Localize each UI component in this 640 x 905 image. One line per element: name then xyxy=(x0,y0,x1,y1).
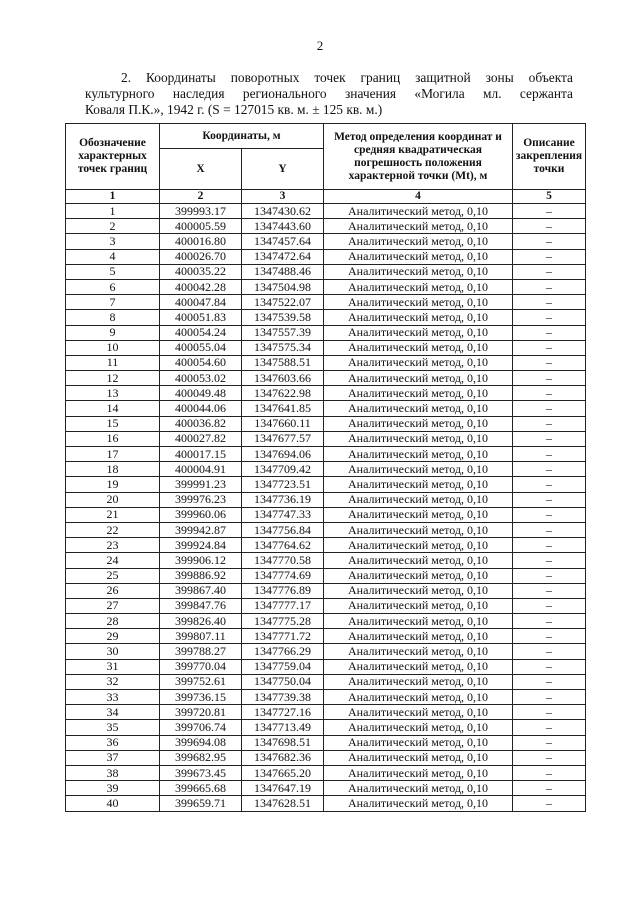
point-number-cell: 16 xyxy=(66,431,160,446)
x-coordinate-cell: 399867.40 xyxy=(160,583,242,598)
point-number-cell: 35 xyxy=(66,720,160,735)
description-cell: – xyxy=(513,219,586,234)
heading-line-3: Коваля П.К.», 1942 г. (S = 127015 кв. м. ± 125 кв. м.) xyxy=(85,102,383,117)
table-row xyxy=(66,477,586,492)
x-coordinate-cell: 399993.17 xyxy=(160,204,242,219)
method-cell: Аналитический метод, 0,10 xyxy=(324,781,513,796)
y-coordinate-cell: 1347647.19 xyxy=(242,781,324,796)
x-coordinate-cell: 399682.95 xyxy=(160,750,242,765)
table-row xyxy=(66,583,586,598)
column-number-row xyxy=(66,190,586,204)
x-coordinate-cell: 399659.71 xyxy=(160,796,242,811)
x-coordinate-cell: 400051.83 xyxy=(160,310,242,325)
y-coordinate-cell: 1347457.64 xyxy=(242,234,324,249)
method-cell: Аналитический метод, 0,10 xyxy=(324,598,513,613)
x-coordinate-cell: 399736.15 xyxy=(160,690,242,705)
point-number-cell: 11 xyxy=(66,355,160,370)
column-number: 2 xyxy=(160,190,242,204)
point-number-cell: 37 xyxy=(66,750,160,765)
table-row xyxy=(66,204,586,219)
method-cell: Аналитический метод, 0,10 xyxy=(324,371,513,386)
method-cell: Аналитический метод, 0,10 xyxy=(324,629,513,644)
column-number: 4 xyxy=(324,190,513,204)
point-number-cell: 8 xyxy=(66,310,160,325)
method-cell: Аналитический метод, 0,10 xyxy=(324,325,513,340)
method-cell: Аналитический метод, 0,10 xyxy=(324,462,513,477)
description-cell: – xyxy=(513,416,586,431)
y-coordinate-cell: 1347641.85 xyxy=(242,401,324,416)
description-cell: – xyxy=(513,796,586,811)
table-row xyxy=(66,279,586,294)
table-row xyxy=(66,371,586,386)
table-row xyxy=(66,507,586,522)
method-cell: Аналитический метод, 0,10 xyxy=(324,477,513,492)
method-cell: Аналитический метод, 0,10 xyxy=(324,522,513,537)
description-cell: – xyxy=(513,553,586,568)
point-number-cell: 36 xyxy=(66,735,160,750)
description-cell: – xyxy=(513,279,586,294)
column-number: 3 xyxy=(242,190,324,204)
description-cell: – xyxy=(513,431,586,446)
y-coordinate-cell: 1347522.07 xyxy=(242,295,324,310)
y-coordinate-cell: 1347677.57 xyxy=(242,431,324,446)
table-row xyxy=(66,690,586,705)
header-designation: Обозначение характерных точек границ xyxy=(66,124,160,190)
description-cell: – xyxy=(513,522,586,537)
point-number-cell: 31 xyxy=(66,659,160,674)
y-coordinate-cell: 1347504.98 xyxy=(242,279,324,294)
description-cell: – xyxy=(513,568,586,583)
description-cell: – xyxy=(513,750,586,765)
method-cell: Аналитический метод, 0,10 xyxy=(324,492,513,507)
method-cell: Аналитический метод, 0,10 xyxy=(324,249,513,264)
method-cell: Аналитический метод, 0,10 xyxy=(324,614,513,629)
table-row xyxy=(66,538,586,553)
point-number-cell: 39 xyxy=(66,781,160,796)
method-cell: Аналитический метод, 0,10 xyxy=(324,583,513,598)
description-cell: – xyxy=(513,781,586,796)
y-coordinate-cell: 1347739.38 xyxy=(242,690,324,705)
method-cell: Аналитический метод, 0,10 xyxy=(324,796,513,811)
point-number-cell: 9 xyxy=(66,325,160,340)
point-number-cell: 27 xyxy=(66,598,160,613)
y-coordinate-cell: 1347775.28 xyxy=(242,614,324,629)
y-coordinate-cell: 1347750.04 xyxy=(242,674,324,689)
y-coordinate-cell: 1347539.58 xyxy=(242,310,324,325)
point-number-cell: 22 xyxy=(66,522,160,537)
description-cell: – xyxy=(513,629,586,644)
method-cell: Аналитический метод, 0,10 xyxy=(324,219,513,234)
x-coordinate-cell: 399720.81 xyxy=(160,705,242,720)
table-row xyxy=(66,310,586,325)
description-cell: – xyxy=(513,477,586,492)
x-coordinate-cell: 400053.02 xyxy=(160,371,242,386)
table-row xyxy=(66,568,586,583)
table-row xyxy=(66,735,586,750)
y-coordinate-cell: 1347622.98 xyxy=(242,386,324,401)
description-cell: – xyxy=(513,462,586,477)
y-coordinate-cell: 1347771.72 xyxy=(242,629,324,644)
method-cell: Аналитический метод, 0,10 xyxy=(324,401,513,416)
point-number-cell: 19 xyxy=(66,477,160,492)
description-cell: – xyxy=(513,735,586,750)
header-description: Описание закрепления точки xyxy=(513,124,586,190)
method-cell: Аналитический метод, 0,10 xyxy=(324,568,513,583)
table-row xyxy=(66,249,586,264)
table-row xyxy=(66,492,586,507)
point-number-cell: 18 xyxy=(66,462,160,477)
description-cell: – xyxy=(513,720,586,735)
y-coordinate-cell: 1347776.89 xyxy=(242,583,324,598)
y-coordinate-cell: 1347665.20 xyxy=(242,765,324,780)
y-coordinate-cell: 1347694.06 xyxy=(242,447,324,462)
y-coordinate-cell: 1347766.29 xyxy=(242,644,324,659)
page-number: 2 xyxy=(316,38,324,53)
table-row xyxy=(66,295,586,310)
table-row xyxy=(66,644,586,659)
point-number-cell: 33 xyxy=(66,690,160,705)
description-cell: – xyxy=(513,401,586,416)
x-coordinate-cell: 399942.87 xyxy=(160,522,242,537)
description-cell: – xyxy=(513,507,586,522)
x-coordinate-cell: 399960.06 xyxy=(160,507,242,522)
y-coordinate-cell: 1347770.58 xyxy=(242,553,324,568)
column-number: 1 xyxy=(66,190,160,204)
heading-line-1: 2. Координаты поворотных точек границ защитной зоны объекта xyxy=(121,70,573,85)
description-cell: – xyxy=(513,674,586,689)
y-coordinate-cell: 1347723.51 xyxy=(242,477,324,492)
table-row xyxy=(66,522,586,537)
y-coordinate-cell: 1347759.04 xyxy=(242,659,324,674)
point-number-cell: 14 xyxy=(66,401,160,416)
header-coordinates: Координаты, м xyxy=(160,124,324,149)
x-coordinate-cell: 400054.60 xyxy=(160,355,242,370)
method-cell: Аналитический метод, 0,10 xyxy=(324,431,513,446)
table-row xyxy=(66,219,586,234)
heading-line-2: культурного наследия регионального значения «Могила мл. сержанта xyxy=(85,86,573,101)
point-number-cell: 17 xyxy=(66,447,160,462)
method-cell: Аналитический метод, 0,10 xyxy=(324,765,513,780)
point-number-cell: 38 xyxy=(66,765,160,780)
method-cell: Аналитический метод, 0,10 xyxy=(324,644,513,659)
description-cell: – xyxy=(513,386,586,401)
x-coordinate-cell: 400054.24 xyxy=(160,325,242,340)
x-coordinate-cell: 400005.59 xyxy=(160,219,242,234)
x-coordinate-cell: 400004.91 xyxy=(160,462,242,477)
table-row xyxy=(66,796,586,811)
x-coordinate-cell: 399706.74 xyxy=(160,720,242,735)
x-coordinate-cell: 400035.22 xyxy=(160,264,242,279)
point-number-cell: 6 xyxy=(66,279,160,294)
method-cell: Аналитический метод, 0,10 xyxy=(324,674,513,689)
table-row xyxy=(66,264,586,279)
point-number-cell: 21 xyxy=(66,507,160,522)
table-row xyxy=(66,340,586,355)
x-coordinate-cell: 400044.06 xyxy=(160,401,242,416)
description-cell: – xyxy=(513,310,586,325)
method-cell: Аналитический метод, 0,10 xyxy=(324,720,513,735)
y-coordinate-cell: 1347682.36 xyxy=(242,750,324,765)
table-row xyxy=(66,614,586,629)
x-coordinate-cell: 399847.76 xyxy=(160,598,242,613)
x-coordinate-cell: 399886.92 xyxy=(160,568,242,583)
point-number-cell: 24 xyxy=(66,553,160,568)
x-coordinate-cell: 400047.84 xyxy=(160,295,242,310)
x-coordinate-cell: 399770.04 xyxy=(160,659,242,674)
description-cell: – xyxy=(513,447,586,462)
x-coordinate-cell: 400036.82 xyxy=(160,416,242,431)
table-row xyxy=(66,234,586,249)
y-coordinate-cell: 1347709.42 xyxy=(242,462,324,477)
x-coordinate-cell: 400055.04 xyxy=(160,340,242,355)
method-cell: Аналитический метод, 0,10 xyxy=(324,279,513,294)
point-number-cell: 1 xyxy=(66,204,160,219)
description-cell: – xyxy=(513,614,586,629)
method-cell: Аналитический метод, 0,10 xyxy=(324,690,513,705)
table-row xyxy=(66,629,586,644)
point-number-cell: 3 xyxy=(66,234,160,249)
point-number-cell: 2 xyxy=(66,219,160,234)
y-coordinate-cell: 1347698.51 xyxy=(242,735,324,750)
x-coordinate-cell: 399826.40 xyxy=(160,614,242,629)
description-cell: – xyxy=(513,765,586,780)
method-cell: Аналитический метод, 0,10 xyxy=(324,295,513,310)
table-row xyxy=(66,553,586,568)
description-cell: – xyxy=(513,705,586,720)
description-cell: – xyxy=(513,325,586,340)
y-coordinate-cell: 1347628.51 xyxy=(242,796,324,811)
description-cell: – xyxy=(513,249,586,264)
point-number-cell: 4 xyxy=(66,249,160,264)
description-cell: – xyxy=(513,264,586,279)
point-number-cell: 28 xyxy=(66,614,160,629)
x-coordinate-cell: 400049.48 xyxy=(160,386,242,401)
x-coordinate-cell: 399694.08 xyxy=(160,735,242,750)
table-row xyxy=(66,781,586,796)
column-number: 5 xyxy=(513,190,586,204)
description-cell: – xyxy=(513,295,586,310)
table-row xyxy=(66,765,586,780)
method-cell: Аналитический метод, 0,10 xyxy=(324,264,513,279)
description-cell: – xyxy=(513,690,586,705)
point-number-cell: 7 xyxy=(66,295,160,310)
header-method: Метод определения координат и средняя квадратическая погрешность положения характерной точки (Mt), м xyxy=(324,124,513,190)
point-number-cell: 12 xyxy=(66,371,160,386)
table-row xyxy=(66,447,586,462)
table-body xyxy=(66,204,586,812)
y-coordinate-cell: 1347472.64 xyxy=(242,249,324,264)
x-coordinate-cell: 399788.27 xyxy=(160,644,242,659)
point-number-cell: 20 xyxy=(66,492,160,507)
description-cell: – xyxy=(513,204,586,219)
table-row xyxy=(66,659,586,674)
method-cell: Аналитический метод, 0,10 xyxy=(324,507,513,522)
point-number-cell: 32 xyxy=(66,674,160,689)
table-row xyxy=(66,750,586,765)
description-cell: – xyxy=(513,355,586,370)
description-cell: – xyxy=(513,371,586,386)
method-cell: Аналитический метод, 0,10 xyxy=(324,705,513,720)
method-cell: Аналитический метод, 0,10 xyxy=(324,553,513,568)
y-coordinate-cell: 1347774.69 xyxy=(242,568,324,583)
y-coordinate-cell: 1347588.51 xyxy=(242,355,324,370)
table-row xyxy=(66,416,586,431)
description-cell: – xyxy=(513,492,586,507)
table-row xyxy=(66,462,586,477)
y-coordinate-cell: 1347557.39 xyxy=(242,325,324,340)
table-row xyxy=(66,674,586,689)
method-cell: Аналитический метод, 0,10 xyxy=(324,659,513,674)
point-number-cell: 29 xyxy=(66,629,160,644)
point-number-cell: 13 xyxy=(66,386,160,401)
description-cell: – xyxy=(513,659,586,674)
x-coordinate-cell: 399976.23 xyxy=(160,492,242,507)
y-coordinate-cell: 1347430.62 xyxy=(242,204,324,219)
x-coordinate-cell: 399752.61 xyxy=(160,674,242,689)
y-coordinate-cell: 1347764.62 xyxy=(242,538,324,553)
x-coordinate-cell: 400016.80 xyxy=(160,234,242,249)
x-coordinate-cell: 400017.15 xyxy=(160,447,242,462)
x-coordinate-cell: 400027.82 xyxy=(160,431,242,446)
point-number-cell: 10 xyxy=(66,340,160,355)
point-number-cell: 5 xyxy=(66,264,160,279)
y-coordinate-cell: 1347603.66 xyxy=(242,371,324,386)
method-cell: Аналитический метод, 0,10 xyxy=(324,416,513,431)
method-cell: Аналитический метод, 0,10 xyxy=(324,447,513,462)
table-row xyxy=(66,386,586,401)
section-heading xyxy=(85,70,573,118)
x-coordinate-cell: 399665.68 xyxy=(160,781,242,796)
table-row xyxy=(66,355,586,370)
point-number-cell: 25 xyxy=(66,568,160,583)
method-cell: Аналитический метод, 0,10 xyxy=(324,538,513,553)
description-cell: – xyxy=(513,583,586,598)
y-coordinate-cell: 1347660.11 xyxy=(242,416,324,431)
x-coordinate-cell: 400026.70 xyxy=(160,249,242,264)
method-cell: Аналитический метод, 0,10 xyxy=(324,340,513,355)
y-coordinate-cell: 1347747.33 xyxy=(242,507,324,522)
method-cell: Аналитический метод, 0,10 xyxy=(324,204,513,219)
description-cell: – xyxy=(513,234,586,249)
x-coordinate-cell: 399906.12 xyxy=(160,553,242,568)
description-cell: – xyxy=(513,340,586,355)
x-coordinate-cell: 399991.23 xyxy=(160,477,242,492)
point-number-cell: 23 xyxy=(66,538,160,553)
point-number-cell: 30 xyxy=(66,644,160,659)
table-row xyxy=(66,325,586,340)
table-row xyxy=(66,598,586,613)
y-coordinate-cell: 1347756.84 xyxy=(242,522,324,537)
point-number-cell: 34 xyxy=(66,705,160,720)
table-row xyxy=(66,705,586,720)
table-row xyxy=(66,401,586,416)
point-number-cell: 40 xyxy=(66,796,160,811)
coordinates-table xyxy=(65,123,586,812)
method-cell: Аналитический метод, 0,10 xyxy=(324,750,513,765)
table-row xyxy=(66,431,586,446)
x-coordinate-cell: 399924.84 xyxy=(160,538,242,553)
table-row xyxy=(66,720,586,735)
description-cell: – xyxy=(513,598,586,613)
method-cell: Аналитический метод, 0,10 xyxy=(324,310,513,325)
method-cell: Аналитический метод, 0,10 xyxy=(324,234,513,249)
y-coordinate-cell: 1347575.34 xyxy=(242,340,324,355)
point-number-cell: 15 xyxy=(66,416,160,431)
method-cell: Аналитический метод, 0,10 xyxy=(324,355,513,370)
y-coordinate-cell: 1347777.17 xyxy=(242,598,324,613)
y-coordinate-cell: 1347443.60 xyxy=(242,219,324,234)
method-cell: Аналитический метод, 0,10 xyxy=(324,735,513,750)
x-coordinate-cell: 399673.45 xyxy=(160,765,242,780)
description-cell: – xyxy=(513,538,586,553)
y-coordinate-cell: 1347488.46 xyxy=(242,264,324,279)
y-coordinate-cell: 1347713.49 xyxy=(242,720,324,735)
header-x: X xyxy=(160,149,242,190)
method-cell: Аналитический метод, 0,10 xyxy=(324,386,513,401)
y-coordinate-cell: 1347736.19 xyxy=(242,492,324,507)
header-y: Y xyxy=(242,149,324,190)
point-number-cell: 26 xyxy=(66,583,160,598)
x-coordinate-cell: 400042.28 xyxy=(160,279,242,294)
x-coordinate-cell: 399807.11 xyxy=(160,629,242,644)
y-coordinate-cell: 1347727.16 xyxy=(242,705,324,720)
description-cell: – xyxy=(513,644,586,659)
